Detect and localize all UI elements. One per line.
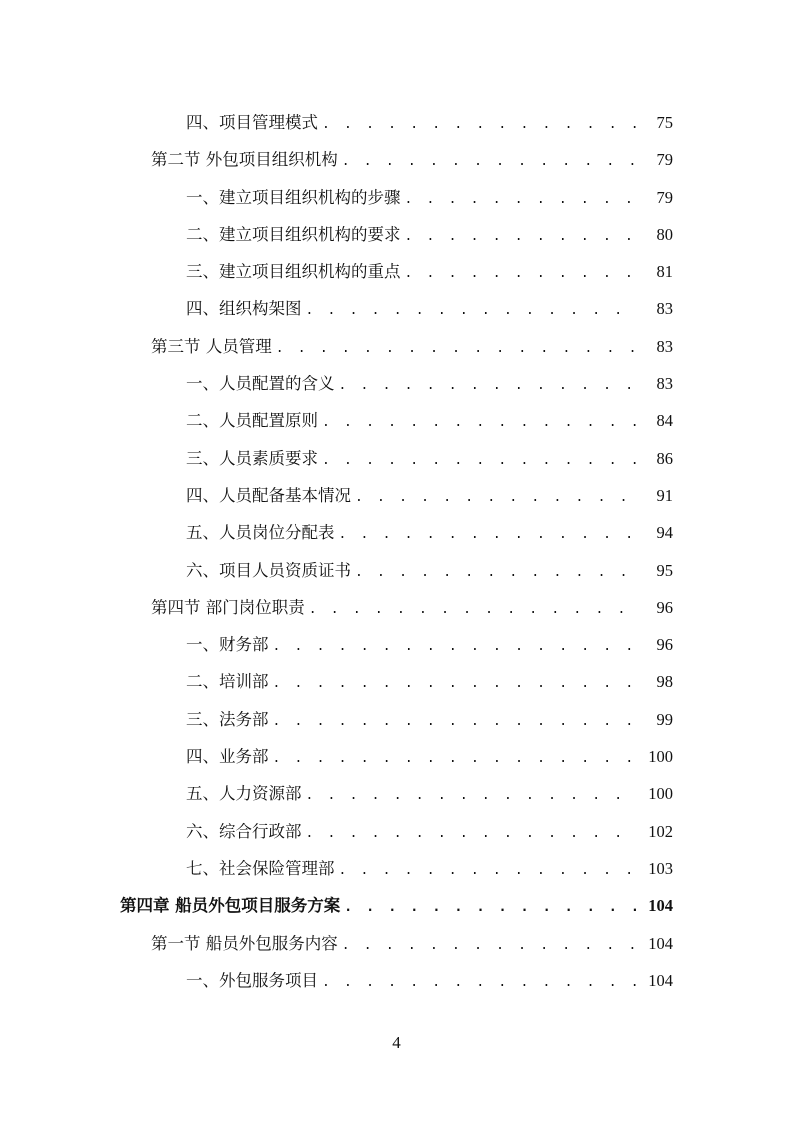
toc-entry-page: 81 (656, 262, 673, 282)
toc-dot-leader (405, 229, 640, 244)
toc-entry-title: 三、人员素质要求 (186, 448, 318, 468)
toc-entry-title: 三、法务部 (186, 709, 269, 729)
toc-dot-leader (276, 341, 639, 356)
toc-entry-page: 86 (656, 448, 673, 468)
toc-entry[interactable] (0, 660, 793, 697)
toc-entry[interactable] (0, 884, 793, 921)
toc-dot-leader (339, 378, 640, 393)
toc-entry-title: 二、人员配置原则 (186, 411, 318, 431)
page-number: 4 (392, 1033, 401, 1052)
toc-entry-page: 91 (656, 485, 673, 505)
toc-entry-page: 103 (648, 858, 673, 878)
toc-entry[interactable] (0, 623, 793, 660)
toc-entry-title: 第一节 船员外包服务内容 (151, 933, 338, 953)
toc-entry-page: 83 (656, 374, 673, 394)
toc-entry-title: 一、外包服务项目 (186, 970, 318, 990)
toc-entry-title: 六、综合行政部 (186, 821, 302, 841)
toc-entry-title: 二、建立项目组织机构的要求 (186, 224, 401, 244)
toc-entry-page: 104 (648, 933, 673, 953)
toc-dot-leader (405, 192, 640, 207)
toc-entry[interactable] (0, 772, 793, 809)
toc-entry[interactable] (0, 287, 793, 324)
toc-dot-leader (344, 900, 639, 915)
toc-entry-title: 六、项目人员资质证书 (186, 560, 351, 580)
toc-entry-title: 一、财务部 (186, 635, 269, 655)
toc-entry[interactable] (0, 325, 793, 362)
toc-entry[interactable] (0, 735, 793, 772)
toc-entry[interactable] (0, 810, 793, 847)
toc-entry-page: 104 (648, 896, 673, 916)
toc-entry-title: 一、人员配置的含义 (186, 374, 335, 394)
table-of-contents (0, 101, 793, 996)
toc-entry-page: 94 (656, 523, 673, 543)
toc-entry-page: 84 (656, 411, 673, 431)
toc-entry-title: 一、建立项目组织机构的步骤 (186, 187, 401, 207)
toc-entry-page: 95 (656, 560, 673, 580)
toc-dot-leader (273, 714, 640, 729)
toc-entry[interactable] (0, 549, 793, 586)
toc-entry-title: 第二节 外包项目组织机构 (151, 150, 338, 170)
toc-entry[interactable] (0, 138, 793, 175)
toc-entry-title: 四、组织构架图 (186, 299, 302, 319)
toc-entry-page: 100 (648, 784, 673, 804)
toc-entry[interactable] (0, 399, 793, 436)
toc-entry-title: 第三节 人员管理 (151, 336, 272, 356)
toc-entry-title: 第四章 船员外包项目服务方案 (120, 896, 341, 916)
toc-entry[interactable] (0, 101, 793, 138)
toc-entry-page: 75 (656, 113, 673, 132)
toc-entry-title: 二、培训部 (186, 672, 269, 692)
toc-entry-page: 79 (656, 187, 673, 207)
toc-entry[interactable] (0, 362, 793, 399)
toc-entry[interactable] (0, 511, 793, 548)
toc-entry[interactable] (0, 847, 793, 884)
toc-dot-leader (273, 751, 640, 766)
toc-entry[interactable] (0, 922, 793, 959)
toc-dot-leader (322, 117, 639, 132)
toc-dot-leader (339, 527, 640, 542)
toc-entry[interactable] (0, 437, 793, 474)
toc-dot-leader (306, 826, 640, 841)
toc-dot-leader (355, 565, 639, 580)
toc-dot-leader (322, 453, 639, 468)
toc-entry-title: 三、建立项目组织机构的重点 (186, 262, 401, 282)
toc-dot-leader (342, 154, 639, 169)
toc-entry-page: 96 (656, 597, 673, 617)
toc-entry-page: 99 (656, 709, 673, 729)
toc-entry-title: 七、社会保险管理部 (186, 858, 335, 878)
toc-entry-page: 80 (656, 224, 673, 244)
toc-dot-leader (322, 415, 639, 430)
toc-dot-leader (306, 788, 640, 803)
toc-dot-leader (339, 863, 640, 878)
toc-entry-title: 第四节 部门岗位职责 (151, 597, 305, 617)
toc-entry-page: 104 (648, 970, 673, 990)
toc-entry-title: 四、人员配备基本情况 (186, 485, 351, 505)
toc-entry[interactable] (0, 213, 793, 250)
toc-dot-leader (342, 938, 639, 953)
toc-entry[interactable] (0, 176, 793, 213)
toc-dot-leader (309, 602, 639, 617)
toc-entry-page: 102 (648, 821, 673, 841)
toc-entry[interactable] (0, 474, 793, 511)
toc-entry-title: 五、人员岗位分配表 (186, 523, 335, 543)
toc-dot-leader (355, 490, 639, 505)
toc-dot-leader (405, 266, 640, 281)
toc-entry-title: 四、业务部 (186, 747, 269, 767)
toc-dot-leader (306, 303, 640, 318)
toc-entry[interactable] (0, 959, 793, 996)
toc-entry-page: 79 (656, 150, 673, 170)
toc-entry-page: 83 (656, 336, 673, 356)
toc-entry-page: 83 (656, 299, 673, 319)
toc-dot-leader (273, 639, 640, 654)
toc-entry-page: 100 (648, 747, 673, 767)
toc-entry-title: 四、项目管理模式 (186, 113, 318, 132)
toc-entry-page: 96 (656, 635, 673, 655)
toc-entry-page: 98 (656, 672, 673, 692)
toc-entry-title: 五、人力资源部 (186, 784, 302, 804)
toc-entry[interactable] (0, 586, 793, 623)
toc-entry[interactable] (0, 250, 793, 287)
toc-entry[interactable] (0, 698, 793, 735)
toc-dot-leader (273, 676, 640, 691)
toc-dot-leader (322, 975, 639, 990)
